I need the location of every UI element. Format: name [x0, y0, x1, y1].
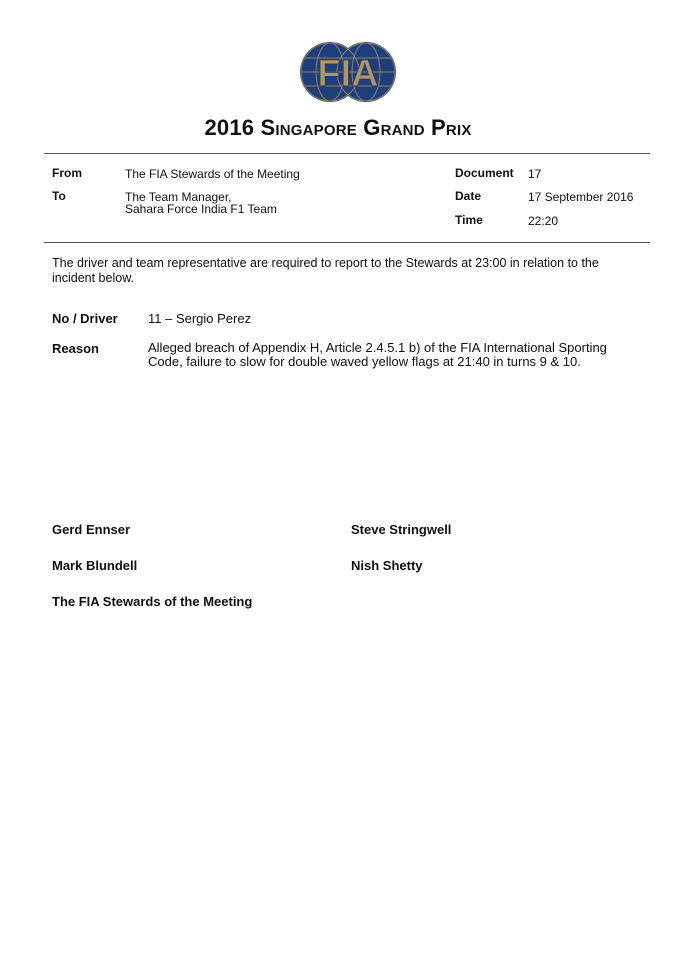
date-label: Date — [455, 189, 482, 203]
steward-name: Steve Stringwell — [351, 522, 452, 537]
intro-paragraph: The driver and team representative are required to report to the Stewards at 23:00 in relation to the incident below. — [52, 256, 599, 285]
time-value: 22:20 — [528, 214, 559, 228]
to-value-line2: Sahara Force India F1 Team — [125, 202, 277, 216]
document-value: 17 — [528, 167, 542, 181]
steward-name: Mark Blundell — [52, 558, 138, 573]
title-text: 2016 Singapore Grand Prix — [204, 115, 472, 140]
steward-name: Nish Shetty — [351, 558, 423, 573]
page-title — [0, 115, 676, 141]
header-bottom-rule — [44, 242, 650, 243]
from-label: From — [52, 166, 82, 180]
reason-value: Alleged breach of Appendix H, Article 2.4.5.1 b) of the FIA International Sporting Code, failure to slow for double waved yellow flags at 21:40 in turns 9 & 10. — [148, 340, 607, 369]
fia-logo — [300, 38, 396, 106]
driver-value: 11 – Sergio Perez — [148, 311, 252, 326]
date-value: 17 September 2016 — [528, 190, 634, 204]
time-label: Time — [455, 213, 483, 227]
steward-name: Gerd Ennser — [52, 522, 131, 537]
from-value: The FIA Stewards of the Meeting — [125, 167, 300, 181]
driver-label: No / Driver — [52, 311, 118, 326]
fia-logo-text: FIA — [317, 53, 379, 95]
to-label: To — [52, 189, 66, 203]
header-top-rule — [44, 153, 650, 154]
reason-label: Reason — [52, 341, 99, 356]
stewards-signoff: The FIA Stewards of the Meeting — [52, 594, 253, 609]
document-label: Document — [455, 166, 514, 180]
to-value-line1: The Team Manager, — [125, 190, 232, 204]
